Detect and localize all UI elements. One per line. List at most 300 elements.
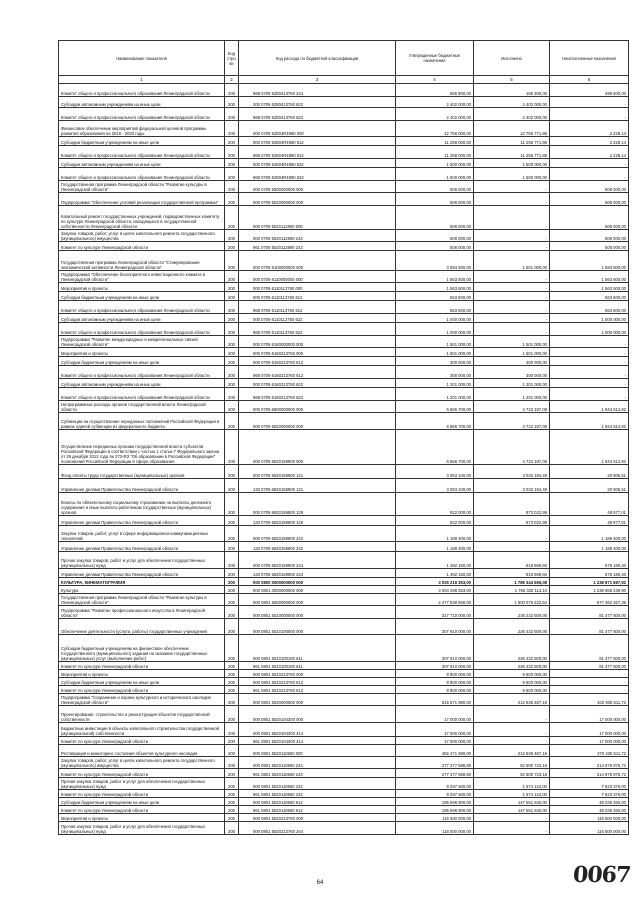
row-approved-cell: 3 053 100,00 — [396, 479, 474, 493]
row-class-cell: 000 0709 6110113760 622 — [239, 314, 396, 323]
row-approved-cell: 1 500 000,00 — [396, 159, 474, 168]
row-name-cell: Комитет общего и профессионального образования Ленинградской области — [59, 146, 225, 159]
row-code-cell: 200 — [225, 401, 239, 413]
row-name-cell: Мероприятия и проекты — [59, 283, 225, 292]
row-code-cell: 200 — [225, 413, 239, 430]
column-number: 5 — [474, 76, 550, 84]
row-class-cell: 000 0709 52804R4980 622 — [239, 159, 396, 168]
table-row — [59, 822, 629, 835]
row-exec-cell: - — [474, 323, 550, 336]
row-exec-cell: 212 636 467,18 — [474, 745, 550, 757]
row-code-cell: 200 — [225, 686, 239, 694]
row-unexec-cell: 7 623 376,00 — [550, 778, 629, 790]
row-name-cell: Комитет общего и профессионального образования Ленинградской области — [59, 323, 225, 336]
table-row — [59, 569, 629, 578]
row-approved-cell: 1 201 000,00 — [396, 388, 474, 401]
row-approved-cell: 11 258 000,00 — [396, 146, 474, 159]
row-unexec-cell: - — [550, 159, 629, 168]
row-code-cell: 200 — [225, 542, 239, 552]
row-approved-cell: 506 000,00 — [396, 206, 474, 230]
row-name-cell: Комитет по культуре Ленинградской области — [59, 790, 225, 798]
table-row — [59, 479, 629, 493]
row-class-cell: 968 0709 6110113760 622 — [239, 323, 396, 336]
row-name-cell: Подпрограмма "Обеспечение благоприятного инвестиционного климата в Ленинградской области" — [59, 271, 225, 283]
row-exec-cell: - — [474, 301, 550, 314]
row-approved-cell: 9 800 000,00 — [396, 686, 474, 694]
table-row — [59, 465, 629, 479]
row-name-cell: Управление делами Правительства Ленинградской области — [59, 542, 225, 552]
row-approved-cell: 17 000 000,00 — [396, 723, 474, 737]
row-class-cell: 000 0709 6820159900 242 — [239, 526, 396, 542]
row-approved-cell: 1 189 400,00 — [396, 526, 474, 542]
row-name-cell: Комитет по культуре Ленинградской области — [59, 686, 225, 694]
row-approved-cell: 563 600,00 — [396, 301, 474, 314]
row-class-cell: 968 0709 6160213760 622 — [239, 388, 396, 401]
table-row — [59, 578, 629, 586]
col-header-approved: Утвержденные бюджетные назначения — [396, 41, 474, 76]
row-class-cell: 000 0709 6820159900 000 — [239, 430, 396, 465]
row-exec-cell: 9 800 000,00 — [474, 678, 550, 686]
row-unexec-cell: - — [550, 379, 629, 388]
row-name-cell: Закупка товаров, работ, услуг в сфере информационно-коммуникационных технологий — [59, 526, 225, 542]
row-code-cell: 200 — [225, 168, 239, 181]
row-name-cell: Бюджетные инвестиции в объекты капитального строительства государственной (муниципальной) собственности — [59, 723, 225, 737]
row-name-cell: Прочая закупка товаров, работ и услуг для обеспечения государственных (муниципальных) нужд — [59, 552, 225, 569]
row-exec-cell: 1 501 000,00 — [474, 348, 550, 357]
row-exec-cell: - — [474, 814, 550, 822]
row-unexec-cell: 675 180,40 — [550, 552, 629, 569]
row-class-cell: 000 0709 6160213760 612 — [239, 357, 396, 366]
table-row — [59, 635, 629, 662]
row-class-cell: 000 0801 5520104300 000 — [239, 706, 396, 723]
row-code-cell: 200 — [225, 606, 239, 619]
row-unexec-cell: 81 477 500,00 — [550, 619, 629, 635]
row-unexec-cell: 1 944 512,92 — [550, 413, 629, 430]
row-unexec-cell: 402 935 511,72 — [550, 694, 629, 706]
row-class-cell: 968 0709 6110113760 612 — [239, 301, 396, 314]
row-name-cell: Реставрация и мониторинг состояния объектов культурного наследия — [59, 745, 225, 757]
row-approved-cell: 1 492 150,00 — [396, 552, 474, 569]
row-approved-cell: 922 000,00 — [396, 516, 474, 526]
table-row — [59, 778, 629, 790]
row-unexec-cell: - — [550, 357, 629, 366]
table-row — [59, 251, 629, 271]
table-row — [59, 552, 629, 569]
table-row — [59, 586, 629, 594]
row-exec-cell: 1 765 330 113,10 — [474, 586, 550, 594]
row-unexec-cell: 1 000 000,00 — [550, 323, 629, 336]
row-name-cell: Государственная программа Ленинградской области "Развитие культуры в Ленинградской области" — [59, 181, 225, 193]
row-name-cell: Комитет по культуре Ленинградской области — [59, 662, 225, 670]
row-exec-cell: 873 022,99 — [474, 516, 550, 526]
row-approved-cell: 6 666 700,00 — [396, 413, 474, 430]
row-approved-cell: 307 910 000,00 — [396, 619, 474, 635]
row-unexec-cell: - — [550, 388, 629, 401]
row-name-cell: Комитет общего и профессионального образования Ленинградской области — [59, 388, 225, 401]
row-unexec-cell: 116 500 000,00 — [550, 814, 629, 822]
row-name-cell: Закупка товаров, работ, услуг в целях капитального ремонта государственного (муниципального) имущества — [59, 230, 225, 242]
row-name-cell: Комитет общего и профессионального образования Ленинградской области — [59, 84, 225, 97]
row-class-cell: 961 0801 5520104300 414 — [239, 737, 396, 745]
row-class-cell: 000 0709 52804R4980 000 — [239, 121, 396, 137]
table-row — [59, 168, 629, 181]
column-number: 1 — [59, 76, 225, 84]
row-code-cell: 200 — [225, 206, 239, 230]
row-approved-cell: 1 563 600,00 — [396, 283, 474, 292]
row-name-cell: Осуществление переданных органам государственной власти субъектов Российской Федерации в соответствии с частью 1 статьи 7 Федерального закона от 29 декабря 2012 года № 273-ФЗ "Об образовании в Российской Федерации" полномочий Российской Федерации в сфере образования — [59, 430, 225, 465]
table-row — [59, 242, 629, 251]
table-row — [59, 348, 629, 357]
row-name-cell: Закупка товаров, работ, услуг в целях капитального ремонта государственного (муниципального) имущества — [59, 757, 225, 769]
column-number-row — [59, 76, 629, 84]
row-code-cell: 200 — [225, 430, 239, 465]
row-class-cell: 000 0709 6110113760 612 — [239, 292, 396, 301]
column-number: 4 — [396, 76, 474, 84]
row-name-cell: Субсидии автономным учреждениям на иные цели — [59, 97, 225, 108]
row-approved-cell: 3 004 298 353,00 — [396, 586, 474, 594]
row-exec-cell: - — [474, 230, 550, 242]
row-class-cell: 000 0801 5510213760 612 — [239, 678, 396, 686]
row-unexec-cell: 1 563 600,00 — [550, 283, 629, 292]
row-unexec-cell: 1 238 968 239,90 — [550, 586, 629, 594]
row-class-cell: 968 0709 5280413760 244 — [239, 84, 396, 97]
row-code-cell: 200 — [225, 737, 239, 745]
table-row — [59, 814, 629, 822]
row-approved-cell: 3 084 600,00 — [396, 251, 474, 271]
table-row — [59, 159, 629, 168]
row-exec-cell: 9 800 000,00 — [474, 686, 550, 694]
row-exec-cell: 166 300,00 — [474, 84, 550, 97]
row-name-cell: Комитет по культуре Ленинградской области — [59, 806, 225, 814]
row-exec-cell: 300 000,00 — [474, 357, 550, 366]
row-class-cell: 000 0801 5510000000 000 — [239, 606, 396, 619]
row-exec-cell: 147 661 640,00 — [474, 806, 550, 814]
row-class-cell: 968 0709 6160213760 612 — [239, 366, 396, 379]
row-approved-cell: 506 000,00 — [396, 181, 474, 193]
row-class-cell: 000 0709 5520000000 000 — [239, 193, 396, 206]
row-code-cell: 200 — [225, 366, 239, 379]
row-exec-cell: - — [474, 737, 550, 745]
row-exec-cell: - — [474, 526, 550, 542]
row-code-cell: 200 — [225, 379, 239, 388]
row-exec-cell: 11 255 771,86 — [474, 137, 550, 146]
row-name-cell: Государственная программа Ленинградской области "Стимулирование экономической активности Ленинградской области" — [59, 251, 225, 271]
row-code-cell: 200 — [225, 301, 239, 314]
row-unexec-cell: 20 905,51 — [550, 479, 629, 493]
row-class-cell: 961 0709 5520112890 243 — [239, 242, 396, 251]
row-unexec-cell: 81 477 500,00 — [550, 606, 629, 619]
table-row — [59, 723, 629, 737]
table-row — [59, 97, 629, 108]
table-row — [59, 806, 629, 814]
row-name-cell: Финансовое обеспечение мероприятий федеральной целевой программы развития образования на 2016 - 2020 годы — [59, 121, 225, 137]
row-unexec-cell: 506 000,00 — [550, 181, 629, 193]
row-class-cell: 961 0801 5520110660 244 — [239, 790, 396, 798]
row-class-cell: 961 0801 5520110660 612 — [239, 806, 396, 814]
row-code-cell: 200 — [225, 283, 239, 292]
row-exec-cell: 11 255 771,86 — [474, 146, 550, 159]
row-unexec-cell: 270 435 511,72 — [550, 745, 629, 757]
row-exec-cell: - — [474, 193, 550, 206]
row-unexec-cell: 214 876 875,72 — [550, 757, 629, 769]
row-class-cell: 000 0801 5520213760 244 — [239, 822, 396, 835]
row-exec-cell: 1 786 344 665,08 — [474, 578, 550, 586]
row-code-cell: 200 — [225, 806, 239, 814]
row-code-cell: 200 — [225, 569, 239, 578]
row-exec-cell: 12 755 771,86 — [474, 121, 550, 137]
row-unexec-cell: 677 462 457,36 — [550, 594, 629, 606]
row-exec-cell: 9 800 000,00 — [474, 670, 550, 678]
row-code-cell: 200 — [225, 586, 239, 594]
row-class-cell: 000 0709 6820159900 121 — [239, 465, 396, 479]
row-class-cell: 000 0801 5520110660 000 — [239, 745, 396, 757]
row-class-cell: 968 0709 5280413760 622 — [239, 108, 396, 121]
row-exec-cell: - — [474, 271, 550, 283]
row-name-cell: Подпрограмма "Сохранение и охрана культурного и исторического наследия Ленинградской области" — [59, 694, 225, 706]
row-name-cell: Мероприятия и проекты — [59, 670, 225, 678]
row-unexec-cell: 48 977,01 — [550, 493, 629, 516]
row-unexec-cell: 81 477 500,00 — [550, 662, 629, 670]
row-code-cell: 200 — [225, 159, 239, 168]
row-name-cell: Комитет по культуре Ленинградской области — [59, 737, 225, 745]
row-class-cell: 968 0709 52804R4980 612 — [239, 146, 396, 159]
col-header-name: Наименование показателя — [59, 41, 225, 76]
row-exec-cell: - — [474, 206, 550, 230]
row-exec-cell: 226 432 500,00 — [474, 635, 550, 662]
row-name-cell: Субсидии бюджетным учреждениям на иные цели — [59, 137, 225, 146]
row-exec-cell: 226 432 500,00 — [474, 662, 550, 670]
row-approved-cell: 9 800 000,00 — [396, 678, 474, 686]
table-row — [59, 745, 629, 757]
row-name-cell: Мероприятия и проекты — [59, 814, 225, 822]
row-code-cell: 200 — [225, 723, 239, 737]
row-exec-cell: 1 201 000,00 — [474, 379, 550, 388]
table-row — [59, 706, 629, 723]
row-class-cell: 000 0709 6800000000 000 — [239, 401, 396, 413]
row-exec-cell: 2 402 000,00 — [474, 97, 550, 108]
row-exec-cell: 212 636 467,18 — [474, 694, 550, 706]
row-exec-cell: 873 022,99 — [474, 493, 550, 516]
budget-execution-table — [58, 40, 629, 835]
row-class-cell: 000 0801 5510100160 611 — [239, 635, 396, 662]
row-class-cell: 000 0801 5520110660 243 — [239, 757, 396, 769]
row-approved-cell: 317 710 000,00 — [396, 606, 474, 619]
row-name-cell: Прочая закупка товаров, работ и услуг для обеспечения государственных (муниципальных) нужд — [59, 778, 225, 790]
row-unexec-cell: - — [550, 670, 629, 678]
row-class-cell: 000 0709 52804R4980 612 — [239, 137, 396, 146]
table-row — [59, 678, 629, 686]
col-header-class: Код расхода по бюджетной классификации — [239, 41, 396, 76]
row-code-cell: 200 — [225, 357, 239, 366]
row-class-cell: 000 0801 5520104300 414 — [239, 723, 396, 737]
row-unexec-cell: 17 000 000,00 — [550, 737, 629, 745]
row-approved-cell: 1 000 000,00 — [396, 314, 474, 323]
table-row — [59, 379, 629, 388]
row-unexec-cell: 17 000 000,00 — [550, 723, 629, 737]
row-exec-cell: 816 969,60 — [474, 569, 550, 578]
row-unexec-cell: 1 189 400,00 — [550, 526, 629, 542]
row-name-cell: Управление делами Правительства Ленинградской области — [59, 569, 225, 578]
row-code-cell: 200 — [225, 778, 239, 790]
row-approved-cell: 9 297 500,00 — [396, 790, 474, 798]
row-class-cell: 000 0709 5520112890 243 — [239, 230, 396, 242]
row-code-cell: 200 — [225, 146, 239, 159]
row-approved-cell: 922 000,00 — [396, 493, 474, 516]
table-row — [59, 757, 629, 769]
row-exec-cell: 1 501 000,00 — [474, 336, 550, 348]
table-row — [59, 271, 629, 283]
row-class-cell: 000 0709 6110113760 000 — [239, 283, 396, 292]
column-number: 2 — [225, 76, 239, 84]
row-approved-cell: 506 000,00 — [396, 242, 474, 251]
row-code-cell: 200 — [225, 678, 239, 686]
table-row — [59, 790, 629, 798]
row-exec-cell: 1 674 124,00 — [474, 790, 550, 798]
table-row — [59, 146, 629, 159]
row-code-cell: 200 — [225, 348, 239, 357]
row-name-cell: Комитет общего и профессионального образования Ленинградской области — [59, 366, 225, 379]
row-code-cell: 200 — [225, 193, 239, 206]
row-approved-cell: 6 666 700,00 — [396, 430, 474, 465]
row-class-cell: 000 0801 5520110660 244 — [239, 778, 396, 790]
row-code-cell: 200 — [225, 694, 239, 706]
row-unexec-cell: - — [550, 97, 629, 108]
row-class-cell: 968 0709 52804R4980 622 — [239, 168, 396, 181]
row-name-cell: Комитет по культуре Ленинградской области — [59, 769, 225, 778]
row-code-cell: 200 — [225, 769, 239, 778]
row-name-cell: Комитет общего и профессионального образования Ленинградской области — [59, 301, 225, 314]
table-row — [59, 594, 629, 606]
table-header-row — [59, 41, 629, 76]
row-unexec-cell: 214 876 875,72 — [550, 769, 629, 778]
row-name-cell: Прочая закупка товаров, работ и услуг для обеспечения государственных (муниципальных) нужд — [59, 822, 225, 835]
row-code-cell: 200 — [225, 314, 239, 323]
row-exec-cell: 300 000,00 — [474, 366, 550, 379]
row-class-cell: 000 0709 6820000000 000 — [239, 413, 396, 430]
row-name-cell: Управление делами Правительства Ленинградской области — [59, 479, 225, 493]
row-code-cell: 200 — [225, 526, 239, 542]
row-name-cell: Взносы по обязательному социальному страхованию на выплаты денежного содержания и иные выплаты работникам государственных (муниципальных) органов — [59, 493, 225, 516]
col-header-exec: Исполнено — [474, 41, 550, 76]
table-row — [59, 137, 629, 146]
row-exec-cell: - — [474, 542, 550, 552]
row-exec-cell: 816 969,60 — [474, 552, 550, 569]
column-number: 6 — [550, 76, 629, 84]
row-exec-cell: - — [474, 292, 550, 301]
row-class-cell: 133 0709 6820159900 129 — [239, 516, 396, 526]
table-row — [59, 388, 629, 401]
table-row — [59, 181, 629, 193]
row-exec-cell: - — [474, 314, 550, 323]
row-code-cell: 200 — [225, 271, 239, 283]
row-name-cell: Субсидии бюджетным учреждениям на финансовое обеспечение государственного (муниципального) задания на оказание государственных (муниципальных) услуг (выполнение работ) — [59, 635, 225, 662]
row-unexec-cell: 2 228,14 — [550, 137, 629, 146]
row-exec-cell: - — [474, 242, 550, 251]
table-row — [59, 542, 629, 552]
row-unexec-cell: 7 623 376,00 — [550, 790, 629, 798]
row-code-cell: 200 — [225, 465, 239, 479]
row-approved-cell: 116 500 000,00 — [396, 814, 474, 822]
row-approved-cell: 3 025 216 353,00 — [396, 578, 474, 586]
row-unexec-cell: 48 977,01 — [550, 516, 629, 526]
row-unexec-cell: 1 000 000,00 — [550, 314, 629, 323]
row-unexec-cell: 1 563 600,00 — [550, 271, 629, 283]
row-approved-cell: 1 563 600,00 — [396, 271, 474, 283]
row-approved-cell: 506 000,00 — [396, 193, 474, 206]
row-code-cell: 200 — [225, 662, 239, 670]
row-exec-cell: - — [474, 283, 550, 292]
row-code-cell: 200 — [225, 578, 239, 586]
row-name-cell: Культура — [59, 586, 225, 594]
row-unexec-cell: 2 228,14 — [550, 121, 629, 137]
row-name-cell: Государственная программа Ленинградской области "Развитие культуры в Ленинградской области" — [59, 594, 225, 606]
row-approved-cell: 563 600,00 — [396, 292, 474, 301]
row-approved-cell: 195 696 900,00 — [396, 806, 474, 814]
row-unexec-cell: 506 000,00 — [550, 193, 629, 206]
row-unexec-cell: - — [550, 686, 629, 694]
table-row — [59, 366, 629, 379]
table-row — [59, 670, 629, 678]
table-row — [59, 314, 629, 323]
row-approved-cell: 482 471 980,00 — [396, 745, 474, 757]
row-class-cell: 000 0709 6160213760 622 — [239, 379, 396, 388]
archive-stamp-number: 0067 — [571, 862, 631, 888]
row-unexec-cell: 1 189 400,00 — [550, 542, 629, 552]
row-unexec-cell: 499 600,00 — [550, 84, 629, 97]
table-row — [59, 516, 629, 526]
budget-report-page — [58, 40, 628, 835]
table-row — [59, 357, 629, 366]
row-exec-cell: 1 201 000,00 — [474, 388, 550, 401]
row-name-cell: Субвенции на осуществление переданных полномочий Российской Федерации в рамках единой субвенции из федерального бюджета — [59, 413, 225, 430]
row-class-cell: 961 0801 5520110660 243 — [239, 769, 396, 778]
table-row — [59, 606, 629, 619]
row-approved-cell: 9 297 500,00 — [396, 778, 474, 790]
row-unexec-cell: 563 600,00 — [550, 292, 629, 301]
row-code-cell: 200 — [225, 594, 239, 606]
row-approved-cell: 277 377 598,80 — [396, 769, 474, 778]
row-exec-cell: - — [474, 706, 550, 723]
row-name-cell: Субсидии автономным учреждениям на иные цели — [59, 314, 225, 323]
row-unexec-cell: - — [550, 348, 629, 357]
row-approved-cell: 17 000 000,00 — [396, 737, 474, 745]
row-class-cell: 000 0801 5510100000 000 — [239, 619, 396, 635]
row-class-cell: 000 0709 6160000000 000 — [239, 336, 396, 348]
row-unexec-cell: 506 000,00 — [550, 206, 629, 230]
row-name-cell: Капитальный ремонт государственных учреждений, подведомственных комитету по культуре Ленинградской области, находящихся в государственной собственности Ленинградской области — [59, 206, 225, 230]
row-name-cell: Непрограммные расходы органов государственной власти Ленинградской области — [59, 401, 225, 413]
row-exec-cell: - — [474, 181, 550, 193]
row-approved-cell: 307 910 000,00 — [396, 662, 474, 670]
table-row — [59, 323, 629, 336]
table-row — [59, 769, 629, 778]
row-approved-cell: 2 477 538 980,00 — [396, 594, 474, 606]
table-row — [59, 798, 629, 806]
row-name-cell: Управление делами Правительства Ленинградской области — [59, 516, 225, 526]
row-code-cell: 200 — [225, 230, 239, 242]
row-class-cell: 133 0709 6820159900 244 — [239, 569, 396, 578]
row-class-cell: 961 0801 5510213760 612 — [239, 686, 396, 694]
row-class-cell: 000 0801 5520110660 612 — [239, 798, 396, 806]
row-name-cell: Обеспечение деятельности (услуги, работы) государственных учреждений — [59, 619, 225, 635]
row-approved-cell: 116 500 000,00 — [396, 822, 474, 835]
row-code-cell: 200 — [225, 635, 239, 662]
row-code-cell: 200 — [225, 798, 239, 806]
row-class-cell: 961 0801 5510100160 611 — [239, 662, 396, 670]
row-code-cell: 200 — [225, 292, 239, 301]
row-name-cell: Комитет по культуре Ленинградской области — [59, 242, 225, 251]
col-header-code: Код стро ки — [225, 41, 239, 76]
